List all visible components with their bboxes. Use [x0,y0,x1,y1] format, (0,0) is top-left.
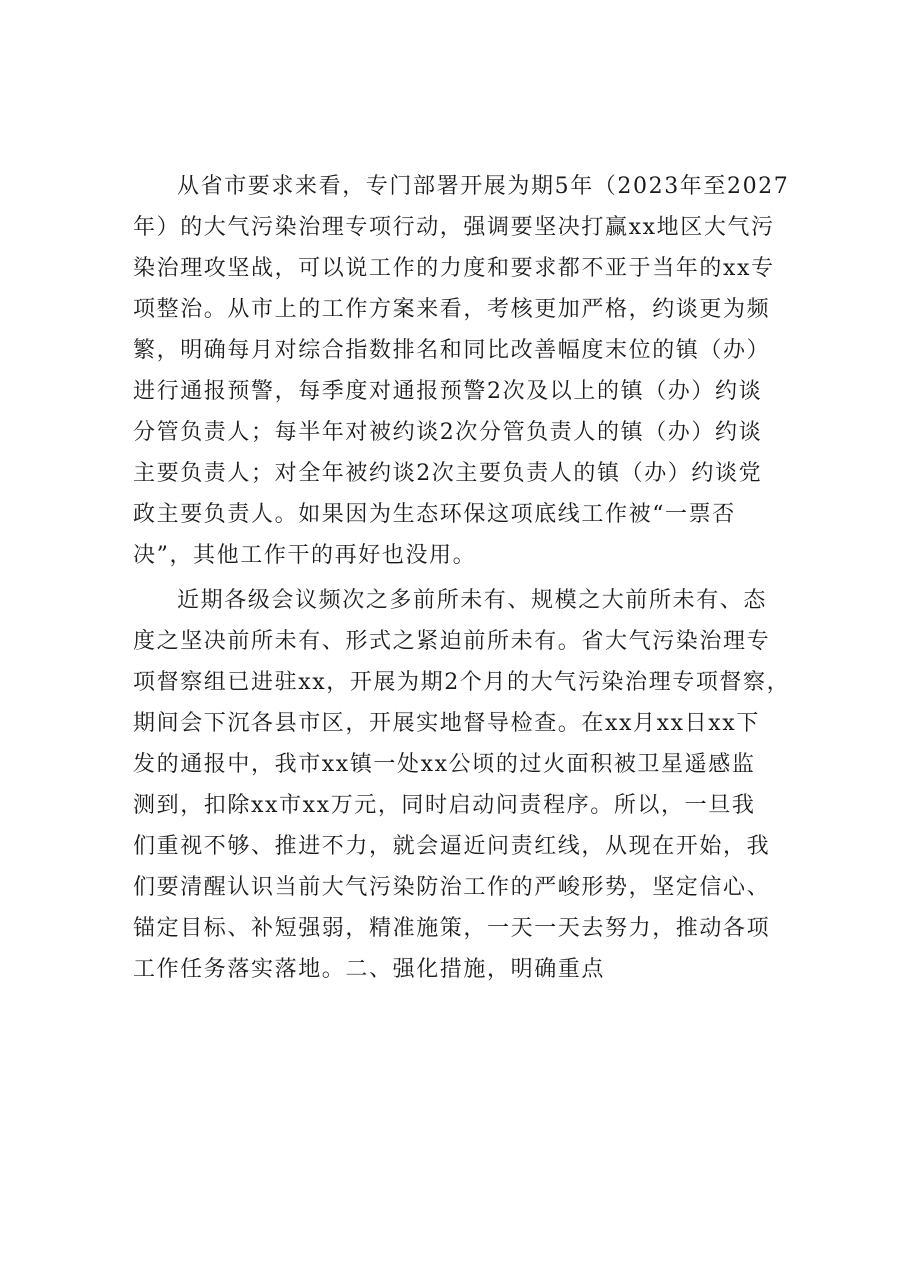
paragraph-line: 近期各级会议频次之多前所未有、规模之大前所未有、态 [177,588,768,613]
paragraph-line: 测到，扣除xx市xx万元，同时启动问责程序。所以，一旦我 [133,793,756,818]
paragraph-line: 分管负责人；每半年对被约谈2次分管负责人的镇（办）约谈 [133,420,763,445]
paragraph-line: 们重视不够、推进不力，就会逼近问责红线，从现在开始，我 [133,834,771,859]
paragraph-line: 进行通报预警，每季度对通报预警2次及以上的镇（办）约谈 [133,379,763,404]
paragraph-line: 项督察组已进驻xx，开展为期2个月的大气污染治理专项督察， [133,670,791,695]
paragraph-1 [133,166,793,576]
document-body [133,166,793,990]
paragraph-2 [133,580,793,990]
paragraph-line: 决”，其他工作干的再好也没用。 [133,543,477,568]
paragraph-line: 们要清醒认识当前大气污染防治工作的严峻形势，坚定信心、 [133,875,771,900]
paragraph-line: 主要负责人；对全年被约谈2次主要负责人的镇（办）约谈党 [133,461,763,486]
paragraph-line: 发的通报中，我市xx镇一处xx公顷的过火面积被卫星遥感监 [133,752,756,777]
paragraph-line: 项整治。从市上的工作方案来看，考核更加严格，约谈更为频 [133,297,771,322]
paragraph-line: 年）的大气污染治理专项行动，强调要坚决打赢xx地区大气污 [133,215,775,240]
paragraph-line: 繁，明确每月对综合指数排名和同比改善幅度末位的镇（办） [133,338,771,363]
paragraph-line: 锚定目标、补短强弱，精准施策，一天一天去努力，推动各项 [133,916,771,941]
paragraph-line: 政主要负责人。如果因为生态环保这项底线工作被“一票否 [133,502,736,527]
paragraph-line: 期间会下沉各县市区，开展实地督导检查。在xx月xx日xx下 [133,711,760,736]
paragraph-line: 染治理攻坚战，可以说工作的力度和要求都不亚于当年的xx专 [133,256,775,281]
paragraph-line: 度之坚决前所未有、形式之紧迫前所未有。省大气污染治理专 [133,629,771,654]
paragraph-line: 工作任务落实落地。二、强化措施，明确重点 [133,957,606,982]
paragraph-line: 从省市要求来看，专门部署开展为期5年（2023年至2027 [177,174,790,199]
